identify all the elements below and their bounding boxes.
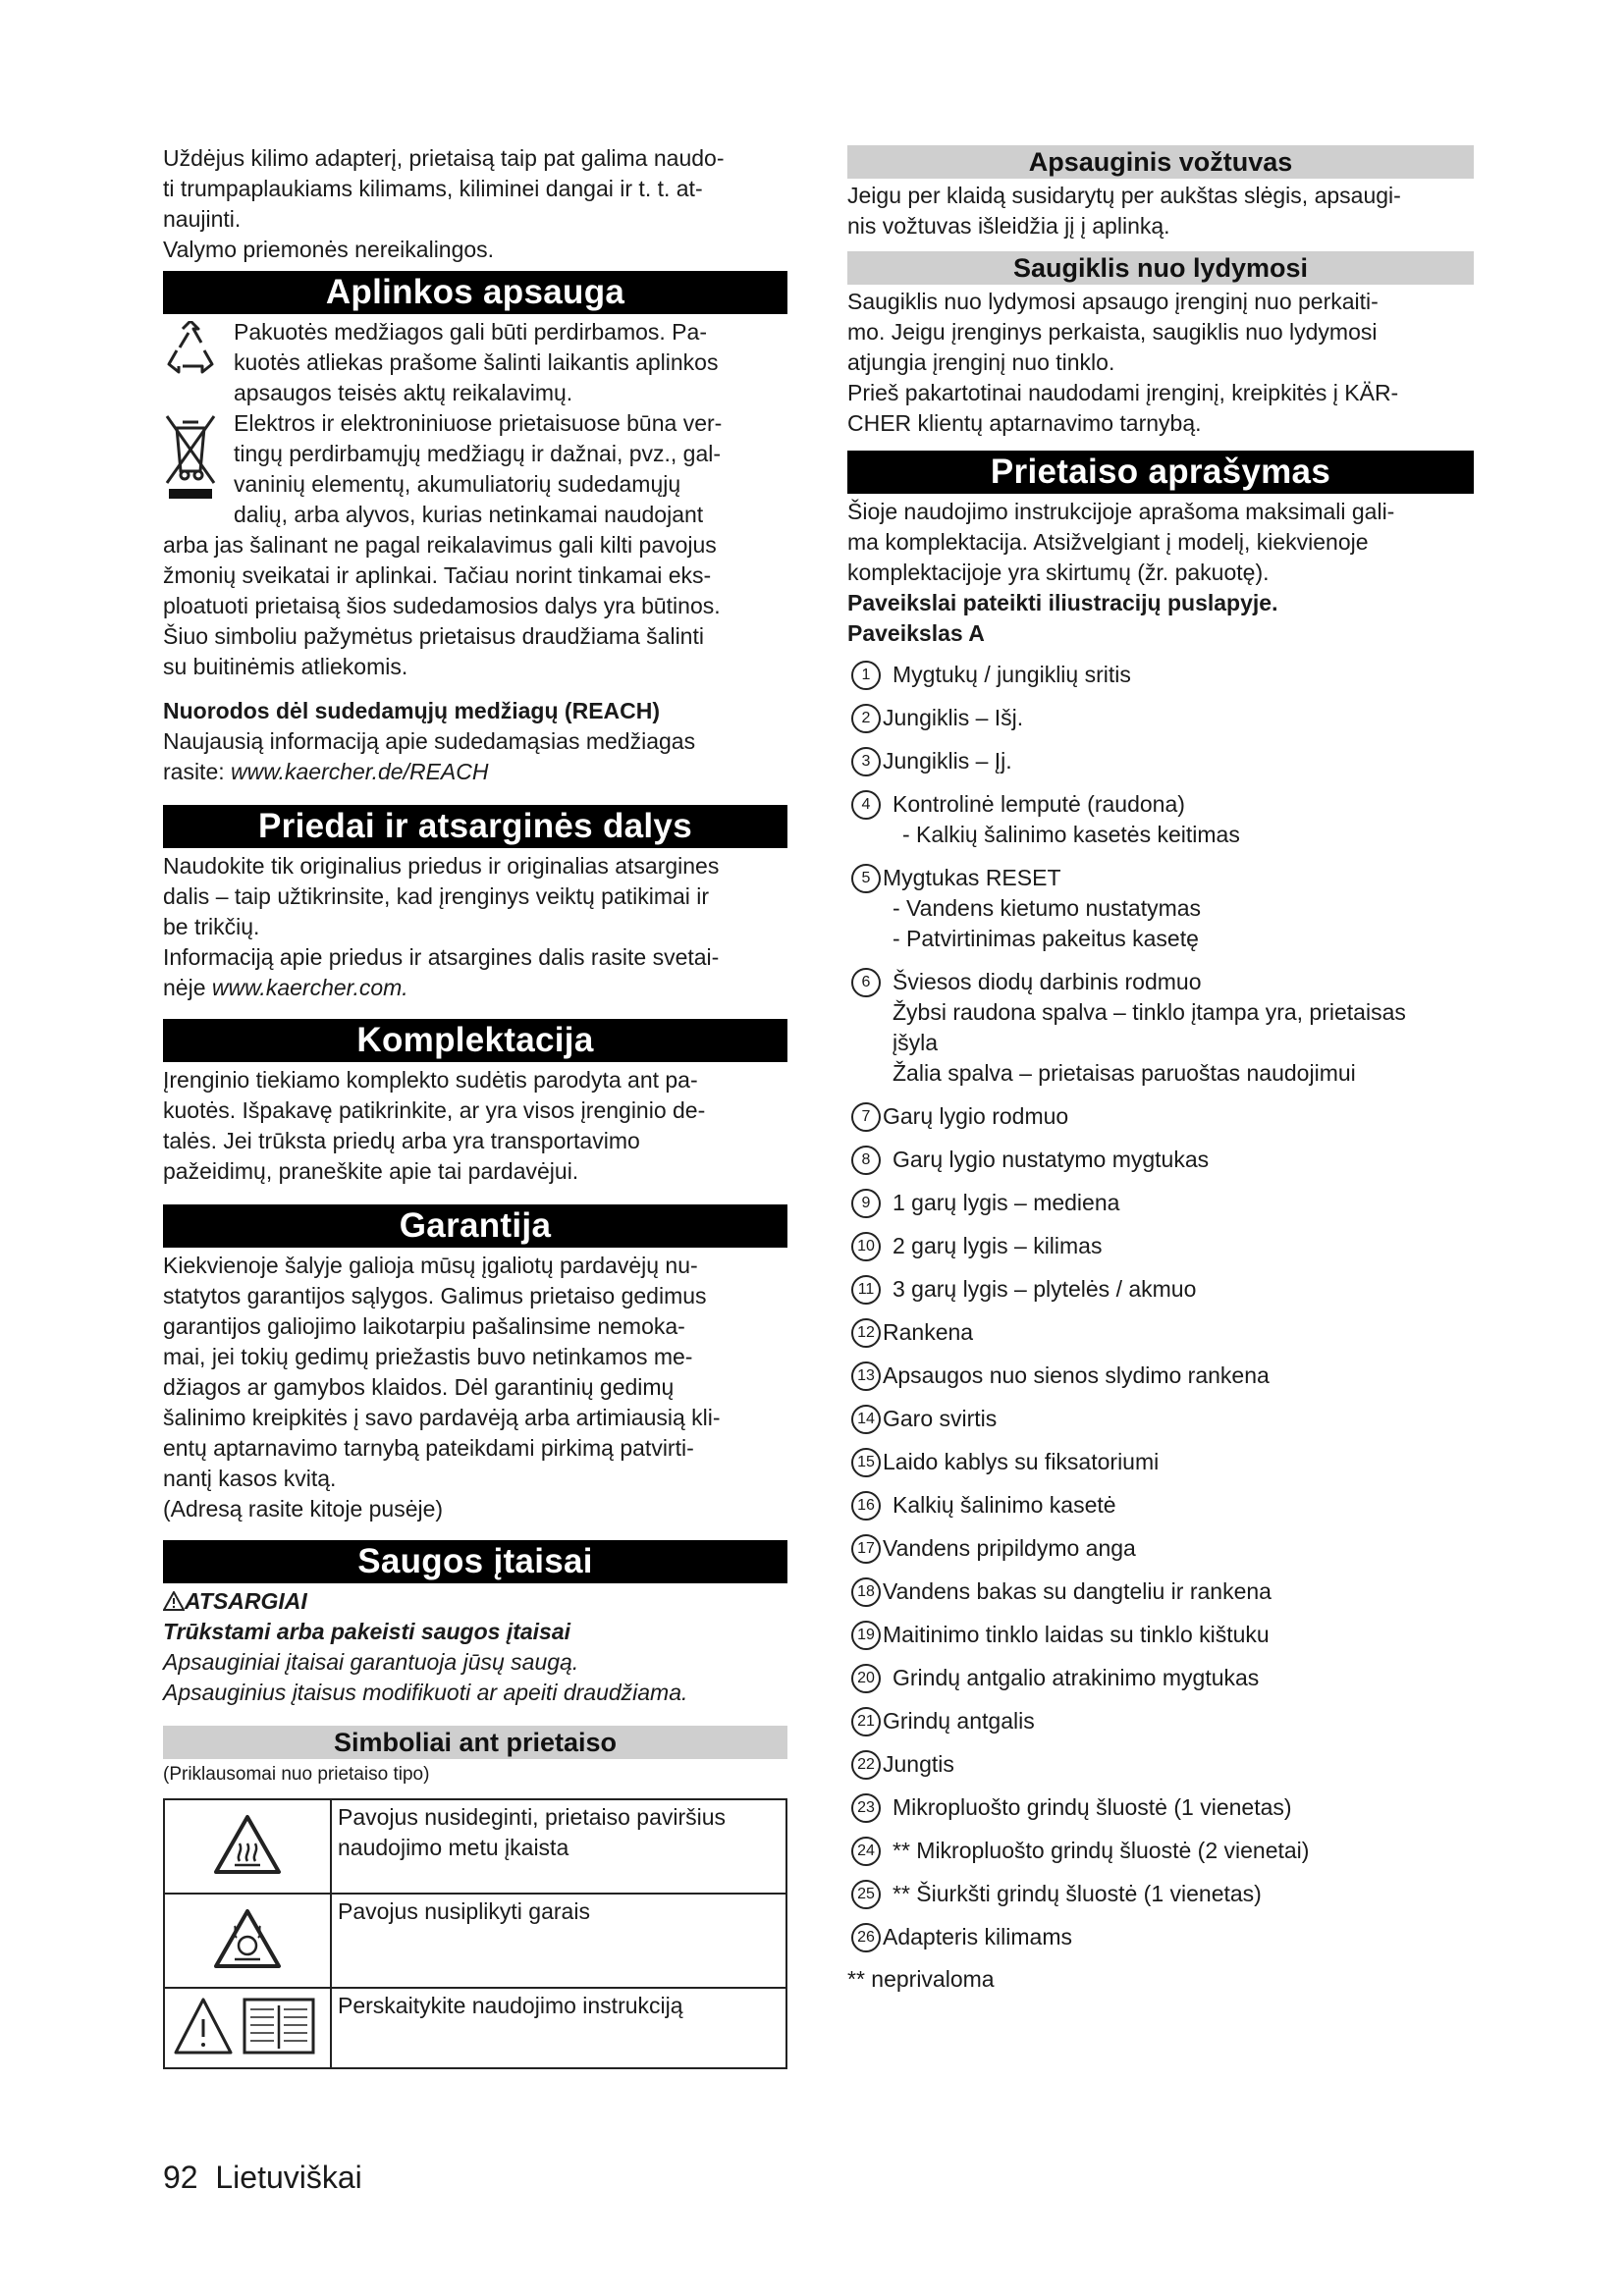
reach-link[interactable]: www.kaercher.de/REACH [231, 759, 489, 784]
item-label: 2 garų lygis – kilimas [893, 1233, 1103, 1258]
footnote: ** neprivaloma [847, 1966, 995, 1992]
item-sub-line: Žybsi raudona spalva – tinklo įtampa yra, prietaisas [893, 999, 1406, 1025]
list-item [847, 1533, 1474, 1564]
item-label: Jungiklis – Išj. [883, 705, 1024, 730]
recycle-icon [163, 321, 218, 380]
item-label: Mikropluošto grindų šluostė (1 vienetas) [893, 1794, 1292, 1820]
item-label: Kalkių šalinimo kasetė [893, 1492, 1116, 1518]
caution-label: ATSARGIAI [163, 1586, 787, 1617]
item-number-badge: 16 [851, 1491, 881, 1521]
list-item [847, 863, 1474, 954]
page-number: 92 [163, 2160, 198, 2195]
item-number-badge: 1 [851, 661, 881, 690]
list-item [847, 1447, 1474, 1477]
read-manual-icon [174, 1996, 321, 2056]
list-item [847, 1663, 1474, 1693]
list-item [847, 660, 1474, 690]
crossed-bin-icon [163, 412, 218, 501]
reach-link-line: rasite: www.kaercher.de/REACH [163, 759, 489, 784]
item-label: Grindų antgalis [883, 1708, 1035, 1734]
heading-symbols: Simboliai ant prietaiso [163, 1726, 787, 1759]
item-number-badge: 20 [851, 1664, 881, 1693]
weee-continued: arba jas šalinant ne pagal reikalavimus gali kilti pavojus žmonių sveikatai ir aplinkai. Tačiau norint tinkamai eks- ploatuoti prietaisą šios sudedamosios dalys yra būtinos. Šiuo simboliu pažymėtus prietaisus draudžiama šalinti su buitinėmis atliekomis. [163, 532, 721, 679]
item-label: Jungtis [883, 1751, 954, 1777]
heading-safety-valve: Apsauginis vožtuvas [847, 145, 1474, 179]
accessories-text: Naudokite tik originalius priedus ir originalias atsargines dalis – taip užtikrinsite, kad įrenginys veiktų patikimai ir be trikčių. Informaciją apie priedus ir atsargines dalis rasite svetai- nėje www.kaercher.com. [163, 853, 720, 1000]
item-label: 1 garų lygis – mediena [893, 1190, 1120, 1215]
item-number-badge: 22 [851, 1750, 881, 1780]
item-label: Mygtukas RESET [883, 865, 1061, 890]
recycling-paragraph: Pakuotės medžiagos gali būti perdirbamos. Pa- kuotės atliekas prašome šalinti laikantis aplinkos apsaugos teisės aktų reikalavimų. [163, 317, 787, 408]
item-number-badge: 13 [851, 1362, 881, 1391]
list-item [847, 1317, 1474, 1348]
item-label: Rankena [883, 1319, 974, 1345]
heading-environment: Aplinkos apsauga [163, 271, 787, 314]
list-item [847, 1836, 1474, 1866]
item-sub-line: - Vandens kietumo nustatymas [893, 895, 1202, 921]
list-item [847, 1706, 1474, 1736]
page-footer [163, 2158, 362, 2197]
list-item [847, 967, 1474, 1089]
table-row: Pavojus nusideginti, prietaiso paviršius naudojimo metu įkaista [164, 1799, 786, 1894]
item-sub-line: - Kalkių šalinimo kasetės keitimas [902, 822, 1240, 847]
warranty-text: Kiekvienoje šalyje galioja mūsų įgaliotų pardavėjų nu- statytos garantijos sąlygos. Galimus prietaiso gedimus garantijos galiojimo laikotarpiu pašalinsime nemoka- mai, jei tokių gedimų priežastis buvo netinkamos me- džiagos ar gamybos klaidos. Dėl garantinių gedimų šalinimo kreipkitės į savo pardavėją arba artimiausią kli- entų aptarnavimo tarnybą pateikdami pirkimą patvirti- nantį kasos kvitą. (Adresą rasite kitoje pusėje) [163, 1253, 721, 1522]
item-label: Kontrolinė lemputė (raudona) [893, 791, 1185, 817]
right-column: Apsauginis vožtuvas Jeigu per klaidą susidarytų per aukštas slėgis, apsaugi- nis vožtuvas išleidžia jį į aplinką. Saugiklis nuo lydymosi Saugiklis nuo lydymosi apsaugo įrenginį nuo perkaiti- mo. Jeigu įrenginys perkaista, saugiklis nuo lydymosi atjungia įrenginį nuo tinklo. Prieš pakartotinai naudodami įrenginį, kreipkitės į KÄR- CHER klientų aptarnavimo tarnybą. Prietaiso aprašymas Šioje naudojimo instrukcijoje aprašoma maksimali gali- ma komplektacija. Atsižvelgiant į modelį, kiekvienoje komplektacijoje yra skirtumų (žr. pakuotę). Paveikslai pateikti iliustracijų puslapyje. Paveikslas A 1 Mygtukų / jungiklių sritis 2 Jungiklis – Išj. 3 Jungiklis – Įj. 4 Kontrolinė lemputė (raudona) - Kalkių šalinimo kasetės keitimas 5 Mygtukas RESET - Vandens kietumo nustatymas - Patvirtinimas pakeitus kasetę 6 Šviesos diodų darbinis rodmuo Žybsi raudona spalva – tinklo įtampa yra, prietaisas įšyla Žalia spalva – prietaisas paruoštas naudojimui 7 Garų lygio rodmuo 8 Garų lygio nustatymo mygtukas 9 1 garų lygis – mediena 10 2 garų lygis – kilimas 11 3 garų lygis – plytelės / akmuo 12 Rankena 13 Apsaugos nuo sienos slydimo rankena 14 Garo svirtis 15 Laido kablys su fiksatoriumi 16 Kalkių šalinimo kasetė 17 Vandens pripildymo anga 18 Vandens bakas su dangteliu ir rankena 19 Maitinimo tinklo laidas su tinklo kištuku 20 Grindų antgalio atrakinimo mygtukas 21 Grindų antgalis 22 Jungtis 23 Mikropluošto grindų šluostė (1 vienetas) 24 ** Mikropluošto grindų šluostė (2 vienetai) 25 ** Šiurkšti grindų šluostė (1 vienetas) 26 Adapteris kilimams ** neprivaloma [847, 143, 1474, 1995]
footer-language: Lietuviškai [215, 2160, 362, 2195]
list-item [847, 1792, 1474, 1823]
symbols-table [163, 1798, 787, 2069]
item-number-badge: 25 [851, 1880, 881, 1909]
scope-text: Įrenginio tiekiamo komplekto sudėtis parodyta ant pa- kuotės. Išpakavę patikrinkite, ar yra visos įrenginio de- talės. Jei trūksta priedų arba yra transportavimo pažeidimų, praneškite apie tai pardavėjui. [163, 1067, 706, 1184]
left-column: Uždėjus kilimo adapterį, prietaisą taip pat galima naudo- ti trumpaplaukiams kilimams, kiliminei dangai ir t. t. at- naujinti. Valymo priemonės nereikalingos. Aplinkos apsauga Pakuotės medžiagos gali būti perdirbamos. Pa- kuotės atliekas prašome šalinti laikantis aplinkos apsaugos teisės aktų reikalavimų. Elektros ir elektroniniuose prietaisuose būna ver- tingų perdirbamųjų medžiagų ir dažnai, pvz., gal- vaninių elementų, akumuliatorių sudedamųjų dalių, arba alyvos, kurias netinkamai naudojant arba jas šalinant ne pagal reikalavimus gali kilti pavojus žmonių sveikatai ir aplinkai. Tačiau norint tinkamai eks- ploatuoti prietaisą šios sudedamosios dalys yra būtinos. Šiuo simboliu pažymėtus prietaisus draudžiama šalinti su buitinėmis atliekomis. Nuorodos dėl sudedamųjų medžiagų (REACH) Naujausią informaciją apie sudedamąsias medžiagas rasite: www.kaercher.de/REACH Priedai ir atsarginės dalys Naudokite tik originalius priedus ir originalias atsargines dalis – taip užtikrinsite, kad įrenginys veiktų patikimai ir be trikčių. Informaciją apie priedus ir atsargines dalis rasite svetai- nėje www.kaercher.com. Komplektacija Įrenginio tiekiamo komplekto sudėtis parodyta ant pa- kuotės. Išpakavę patikrinkite, ar yra visos įrenginio de- talės. Jei trūksta priedų arba yra transportavimo pažeidimų, praneškite apie tai pardavėjui. Garantija Kiekvienoje šalyje galioja mūsų įgaliotų pardavėjų nu- statytos garantijos sąlygos. Galimus prietaiso gedimus garantijos galiojimo laikotarpiu pašalinsime nemoka- mai, jei tokių gedimų priežastis buvo netinkamos me- džiagos ar gamybos klaidos. Dėl garantinių gedimų šalinimo kreipkitės į savo pardavėją arba artimiausią kli- entų aptarnavimo tarnybą pateikdami pirkimą patvirti- nantį kasos kvitą. (Adresą rasite kitoje pusėje) Saugos įtaisai ATSARGIAI Trūkstami arba pakeisti saugos įtaisai Apsauginiai įtaisai garantuoja jūsų saugą. Apsauginius įtaisus modifikuoti ar apeiti draudžiama. Simboliai ant prietaiso (Priklausomai nuo prietaiso tipo) Pavojus nusideginti, prietaiso paviršius naudojimo metu įkaista Pavojus nusiplikyti garais Perskaitykite naudojimo instrukciją [163, 143, 787, 2069]
item-number-badge: 18 [851, 1577, 881, 1607]
item-label: Grindų antgalio atrakinimo mygtukas [893, 1665, 1260, 1690]
item-number-badge: 7 [851, 1102, 881, 1132]
list-item [847, 1101, 1474, 1132]
item-number-badge: 14 [851, 1405, 881, 1434]
item-number-badge: 3 [851, 747, 881, 776]
item-label: Maitinimo tinklo laidas su tinklo kištuku [883, 1622, 1270, 1647]
item-number-badge: 4 [851, 790, 881, 820]
item-sub-line: įšyla [893, 1030, 939, 1055]
list-item [847, 1490, 1474, 1521]
reach-line: Naujausią informaciją apie sudedamąsias medžiagas [163, 728, 696, 754]
item-label: Šviesos diodų darbinis rodmuo [893, 969, 1202, 994]
list-item [847, 1922, 1474, 1952]
item-number-badge: 5 [851, 864, 881, 893]
intro-text: Uždėjus kilimo adapterį, prietaisą taip pat galima naudo- ti trumpaplaukiams kilimams, kiliminei dangai ir t. t. at- naujinti. Valymo priemonės nereikalingos. [163, 145, 725, 262]
heading-accessories: Priedai ir atsarginės dalys [163, 805, 787, 848]
item-number-badge: 17 [851, 1534, 881, 1564]
list-item [847, 1145, 1474, 1175]
table-row: Pavojus nusiplikyti garais [164, 1894, 786, 1988]
list-item [847, 1274, 1474, 1305]
item-number-badge: 9 [851, 1189, 881, 1218]
item-number-badge: 11 [851, 1275, 881, 1305]
list-item [847, 1231, 1474, 1261]
item-number-badge: 15 [851, 1448, 881, 1477]
device-parts-list [847, 660, 1474, 1952]
symbols-note: (Priklausomai nuo prietaiso tipo) [163, 1764, 430, 1785]
item-label: 3 garų lygis – plytelės / akmuo [893, 1276, 1197, 1302]
list-item [847, 746, 1474, 776]
heading-warranty: Garantija [163, 1204, 787, 1248]
list-item [847, 703, 1474, 733]
heading-thermal-fuse: Saugiklis nuo lydymosi [847, 251, 1474, 285]
list-item [847, 1879, 1474, 1909]
item-label: Adapteris kilimams [883, 1924, 1072, 1949]
list-item [847, 1188, 1474, 1218]
item-number-badge: 2 [851, 704, 881, 733]
heading-scope-of-delivery: Komplektacija [163, 1019, 787, 1062]
hot-surface-warning-icon [213, 1814, 282, 1875]
list-item [847, 1404, 1474, 1434]
item-label: Vandens bakas su dangteliu ir rankena [883, 1578, 1272, 1604]
item-sub-line: - Patvirtinimas pakeitus kasetę [893, 926, 1199, 951]
heading-safety-devices: Saugos įtaisai [163, 1540, 787, 1583]
list-item [847, 1620, 1474, 1650]
list-item [847, 1576, 1474, 1607]
item-label: Laido kablys su fiksatoriumi [883, 1449, 1160, 1474]
item-label: Vandens pripildymo anga [883, 1535, 1136, 1561]
item-label: Garo svirtis [883, 1406, 998, 1431]
item-label: Mygtukų / jungiklių sritis [893, 662, 1131, 687]
steam-scald-warning-icon [213, 1908, 282, 1969]
caution-title: Trūkstami arba pakeisti saugos įtaisai [163, 1619, 571, 1644]
heading-device-description: Prietaiso aprašymas [847, 451, 1474, 494]
warning-triangle-icon [163, 1591, 185, 1611]
item-number-badge: 10 [851, 1232, 881, 1261]
item-label: ** Šiurkšti grindų šluostė (1 vienetas) [893, 1881, 1262, 1906]
item-number-badge: 26 [851, 1923, 881, 1952]
weee-paragraph: Elektros ir elektroniniuose prietaisuose būna ver- tingų perdirbamųjų medžiagų ir dažnai, pvz., gal- vaninių elementų, akumuliatorių sudedamųjų dalių, arba alyvos, kurias netinkamai naudojant [163, 408, 787, 530]
reach-title: Nuorodos dėl sudedamųjų medžiagų (REACH) [163, 698, 661, 723]
kaercher-link[interactable]: www.kaercher.com. [211, 975, 408, 1000]
item-sub-line: Žalia spalva – prietaisas paruoštas naudojimui [893, 1060, 1356, 1086]
item-label: Apsaugos nuo sienos slydimo rankena [883, 1362, 1270, 1388]
item-number-badge: 8 [851, 1146, 881, 1175]
item-number-badge: 21 [851, 1707, 881, 1736]
item-label: Garų lygio nustatymo mygtukas [893, 1147, 1210, 1172]
item-number-badge: 6 [851, 968, 881, 997]
item-label: ** Mikropluošto grindų šluostė (2 vienetai) [893, 1838, 1310, 1863]
table-row: Perskaitykite naudojimo instrukciją [164, 1988, 786, 2068]
list-item [847, 1749, 1474, 1780]
list-item [847, 1361, 1474, 1391]
item-number-badge: 23 [851, 1793, 881, 1823]
item-number-badge: 12 [851, 1318, 881, 1348]
item-number-badge: 19 [851, 1621, 881, 1650]
list-item [847, 789, 1474, 850]
item-label: Jungiklis – Įj. [883, 748, 1012, 774]
item-number-badge: 24 [851, 1837, 881, 1866]
item-label: Garų lygio rodmuo [883, 1103, 1069, 1129]
